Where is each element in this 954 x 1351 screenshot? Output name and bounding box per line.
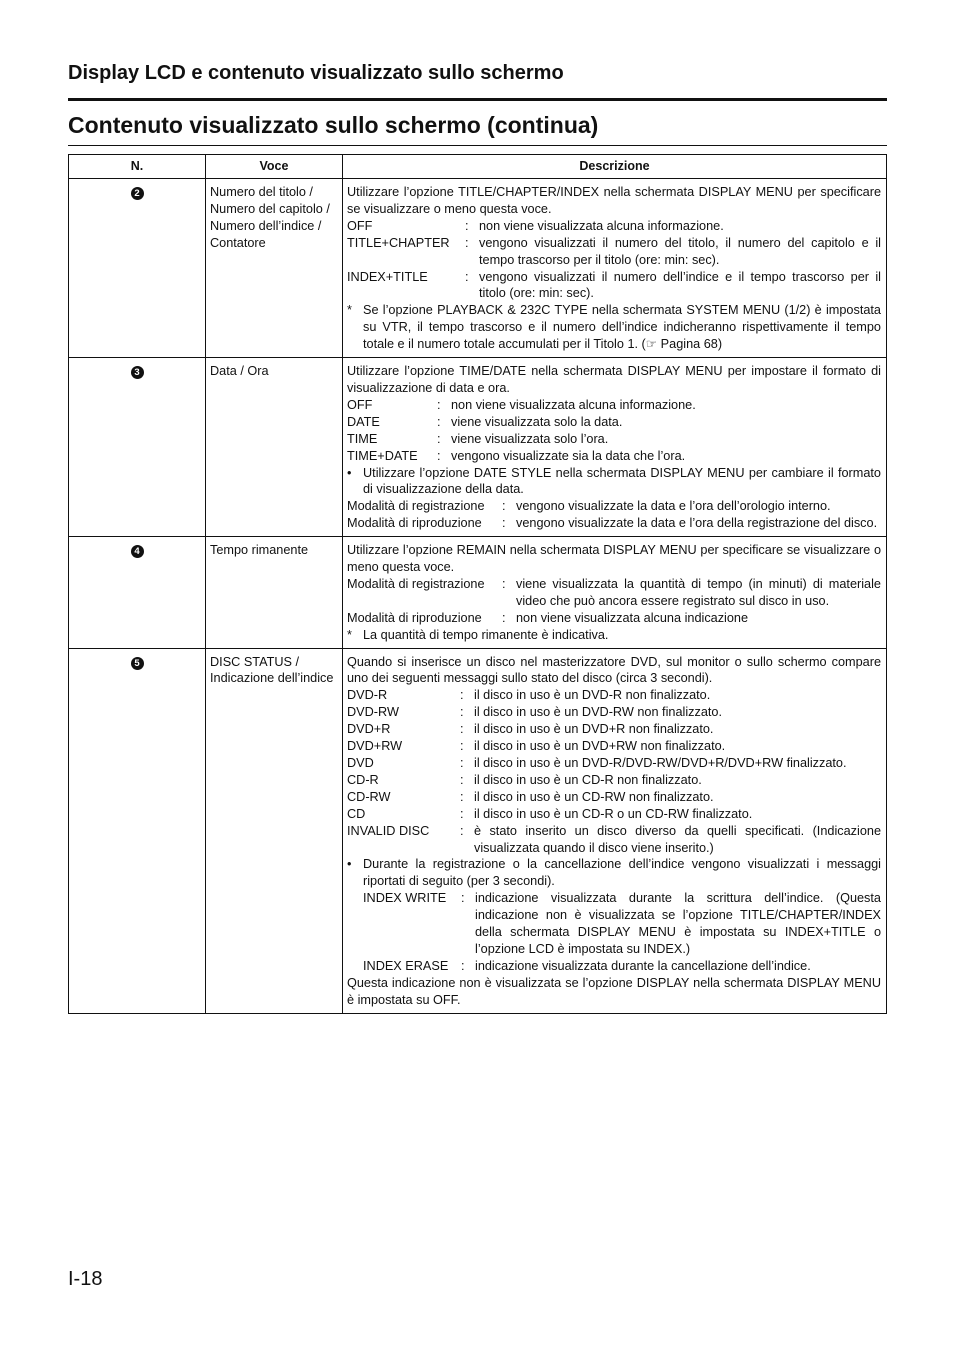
status-value: il disco in uso è un CD-RW non finalizzato.: [474, 789, 714, 804]
mode-key: Modalità di registrazione: [347, 499, 485, 514]
option-key: OFF: [347, 397, 373, 412]
description-intro: Quando si inserisce un disco nel masterizzatore DVD, sul monitor o sullo schermo compare uno dei seguenti messaggi sullo stato del disco (circa 3 secondi).: [347, 654, 881, 686]
option-key: DATE: [347, 414, 380, 429]
option-item: [347, 431, 881, 448]
status-value: il disco in uso è un CD-R o un CD-RW finalizzato.: [474, 806, 753, 821]
description-intro: Utilizzare l’opzione TIME/DATE nella schermata DISPLAY MENU per impostare il formato di visualizzazione di data e ora.: [347, 364, 881, 395]
status-key: DVD+R: [347, 722, 391, 737]
table-row: [69, 179, 887, 358]
index-value: indicazione visualizzata durante la scrittura dell’indice. (Questa indicazione non è visualizzata se l’opzione TITLE/CHAPTER/INDEX della schermata DISPLAY MENU è impostata su INDEX+TITLE o l’opzione LCD è impostata su INDEX.): [475, 891, 881, 956]
mode-value: vengono visualizzate la data e l’ora della registrazione del disco.: [516, 516, 878, 531]
asterisk-mark: *: [347, 627, 352, 642]
option-key: TIME: [347, 431, 378, 446]
colon: :: [465, 235, 469, 250]
note: [347, 302, 881, 353]
index-key: INDEX WRITE: [363, 891, 447, 906]
bullet-note: [347, 465, 881, 499]
row-voce-cell: [206, 648, 343, 1013]
bullet-mark: •: [347, 857, 352, 872]
option-value: viene visualizzata solo l’ora.: [451, 431, 609, 446]
colon: :: [460, 688, 464, 703]
index-key: INDEX ERASE: [363, 958, 449, 973]
row-number-cell: [69, 648, 206, 1013]
mode-key: Modalità di riproduzione: [347, 516, 482, 531]
index-item: [363, 958, 881, 975]
status-item: [347, 823, 881, 857]
colon: :: [502, 610, 506, 625]
mode-key: Modalità di riproduzione: [347, 610, 482, 625]
table-row: [69, 537, 887, 648]
status-key: DVD: [347, 756, 374, 770]
colon: :: [437, 397, 441, 412]
status-value: il disco in uso è un DVD-RW non finalizzato.: [474, 705, 722, 720]
option-item: [347, 397, 881, 414]
header-number: N.: [69, 155, 206, 179]
status-key: DVD-RW: [347, 705, 399, 720]
status-key: CD-RW: [347, 789, 391, 804]
table-row: [69, 648, 887, 1013]
status-key: DVD-R: [347, 688, 388, 703]
voce-line: Numero del capitolo /: [210, 201, 330, 216]
status-item: [347, 755, 881, 772]
colon: :: [460, 772, 464, 787]
status-item: [347, 687, 881, 704]
status-value: il disco in uso è un DVD-R non finalizzato.: [474, 688, 711, 703]
colon: :: [502, 499, 506, 514]
row-number-cell: [69, 179, 206, 358]
title-divider: [68, 145, 887, 146]
circled-number-icon: 2: [131, 187, 144, 200]
option-key: TIME+DATE: [347, 448, 418, 463]
colon: :: [460, 739, 464, 754]
colon: :: [465, 269, 469, 284]
status-item: [347, 704, 881, 721]
bullet-text: Utilizzare l’opzione DATE STYLE nella schermata DISPLAY MENU per cambiare il formato di visualizzazione della data.: [363, 465, 881, 497]
row-number-cell: [69, 358, 206, 537]
option-value: non viene visualizzata alcuna informazione.: [451, 397, 696, 412]
page-number: I-18: [68, 1268, 103, 1290]
mode-item: [347, 498, 881, 515]
option-value: viene visualizzata solo la data.: [451, 414, 623, 429]
option-item: [347, 269, 881, 303]
option-key: INDEX+TITLE: [347, 269, 428, 284]
colon: :: [461, 891, 465, 906]
status-key: INVALID DISC: [347, 823, 430, 838]
index-item: [363, 890, 881, 958]
bullet-mark: •: [347, 465, 352, 480]
colon: :: [460, 806, 464, 821]
index-value: indicazione visualizzata durante la cancellazione dell’indice.: [475, 958, 811, 973]
colon: :: [460, 756, 464, 770]
display-items-table: [68, 154, 887, 1014]
colon: :: [460, 722, 464, 737]
voce-line: Numero dell’indice /: [210, 218, 322, 233]
section-divider: [68, 98, 887, 101]
bullet-text: Durante la registrazione o la cancellazione dell’indice vengono visualizzati i messaggi riportati di seguito (per 3 secondi).: [363, 857, 881, 889]
description-intro: Utilizzare l’opzione TITLE/CHAPTER/INDEX nella schermata DISPLAY MENU per specificare se visualizzare o meno questa voce.: [347, 185, 881, 216]
status-key: DVD+RW: [347, 739, 403, 754]
circled-number-icon: 5: [131, 657, 144, 670]
row-number-cell: [69, 537, 206, 648]
colon: :: [437, 448, 441, 463]
row-description-cell: [343, 179, 887, 358]
status-item: [347, 806, 881, 823]
option-item: [347, 448, 881, 465]
option-item: [347, 414, 881, 431]
note: [347, 627, 881, 644]
row-voce-cell: [206, 179, 343, 358]
table-row: [69, 358, 887, 537]
status-item: [347, 738, 881, 755]
status-item: [347, 772, 881, 789]
voce-line: Numero del titolo /: [210, 185, 313, 199]
colon: :: [460, 789, 464, 804]
description-intro: Utilizzare l’opzione REMAIN nella schermata DISPLAY MENU per specificare se visualizzare o meno questa voce.: [347, 543, 881, 575]
row-description-cell: [343, 648, 887, 1013]
colon: :: [502, 576, 506, 591]
mode-value: viene visualizzata la quantità di tempo (in minuti) di materiale video che può ancora essere registrato sul disco in uso.: [516, 576, 881, 608]
page-title: Contenuto visualizzato sullo schermo (continua): [68, 112, 599, 138]
option-value: vengono visualizzate sia la data che l’ora.: [451, 448, 686, 463]
option-item: [347, 218, 881, 235]
colon: :: [460, 823, 464, 838]
status-item: [347, 789, 881, 806]
table-header-row: [69, 155, 887, 179]
row-description-cell: [343, 537, 887, 648]
colon: :: [465, 218, 469, 233]
status-item: [347, 721, 881, 738]
mode-value: vengono visualizzate la data e l’ora dell’orologio interno.: [516, 499, 831, 514]
status-key: CD: [347, 806, 366, 821]
status-key: CD-R: [347, 772, 379, 787]
header-descrizione: Descrizione: [343, 155, 887, 179]
voce-line: Tempo rimanente: [210, 543, 309, 558]
option-key: OFF: [347, 218, 373, 233]
colon: :: [437, 414, 441, 429]
colon: :: [502, 516, 506, 531]
header-voce: Voce: [206, 155, 343, 179]
voce-line: Contatore: [210, 235, 266, 250]
option-item: [347, 235, 881, 269]
option-value: vengono visualizzati il numero del titolo, il numero del capitolo e il tempo trascorso per il titolo (ore: min: sec).: [479, 235, 881, 267]
option-value: vengono visualizzati il numero dell’indice e il tempo trascorso per il titolo (ore: min: sec).: [479, 269, 881, 301]
mode-key: Modalità di registrazione: [347, 576, 485, 591]
option-key: TITLE+CHAPTER: [347, 235, 450, 250]
status-value: il disco in uso è un DVD+R non finalizzato.: [474, 722, 714, 737]
row-description-cell: [343, 358, 887, 537]
mode-value: non viene visualizzata alcuna indicazione: [516, 610, 749, 625]
index-messages: [347, 890, 881, 975]
mode-item: [347, 576, 881, 610]
colon: :: [437, 431, 441, 446]
asterisk-mark: *: [347, 303, 352, 318]
row-voce-cell: [206, 537, 343, 648]
voce-line: Data / Ora: [210, 364, 269, 379]
voce-line: DISC STATUS /: [210, 654, 300, 669]
circled-number-icon: 3: [131, 366, 144, 379]
note-text: Se l’opzione PLAYBACK & 232C TYPE nella schermata SYSTEM MENU (1/2) è impostata su VTR, il tempo trascorso e il numero dell’indice indicheranno rispettivamente il tempo totale e il numero totale accumulati per il Titolo 1. (☞ Pagina 68): [363, 303, 881, 352]
row-voce-cell: [206, 358, 343, 537]
option-value: non viene visualizzata alcuna informazione.: [479, 218, 724, 233]
description-outro: Questa indicazione non è visualizzata se l’opzione DISPLAY nella schermata DISPLAY MENU è impostata su OFF.: [347, 975, 881, 1007]
note-text: La quantità di tempo rimanente è indicativa.: [363, 627, 609, 642]
circled-number-icon: 4: [131, 545, 144, 558]
voce-line: Indicazione dell’indice: [210, 671, 334, 686]
mode-item: [347, 610, 881, 627]
status-value: il disco in uso è un DVD-R/DVD-RW/DVD+R/DVD+RW finalizzato.: [474, 756, 847, 770]
status-value: il disco in uso è un CD-R non finalizzato.: [474, 772, 702, 787]
mode-item: [347, 515, 881, 532]
status-value: è stato inserito un disco diverso da quelli specificati. (Indicazione visualizzata quando il disco viene inserito.): [474, 823, 881, 855]
status-value: il disco in uso è un DVD+RW non finalizzato.: [474, 739, 726, 754]
section-title: Display LCD e contenuto visualizzato sullo schermo: [68, 62, 564, 84]
colon: :: [460, 705, 464, 720]
colon: :: [461, 958, 465, 973]
bullet-note: [347, 856, 881, 890]
